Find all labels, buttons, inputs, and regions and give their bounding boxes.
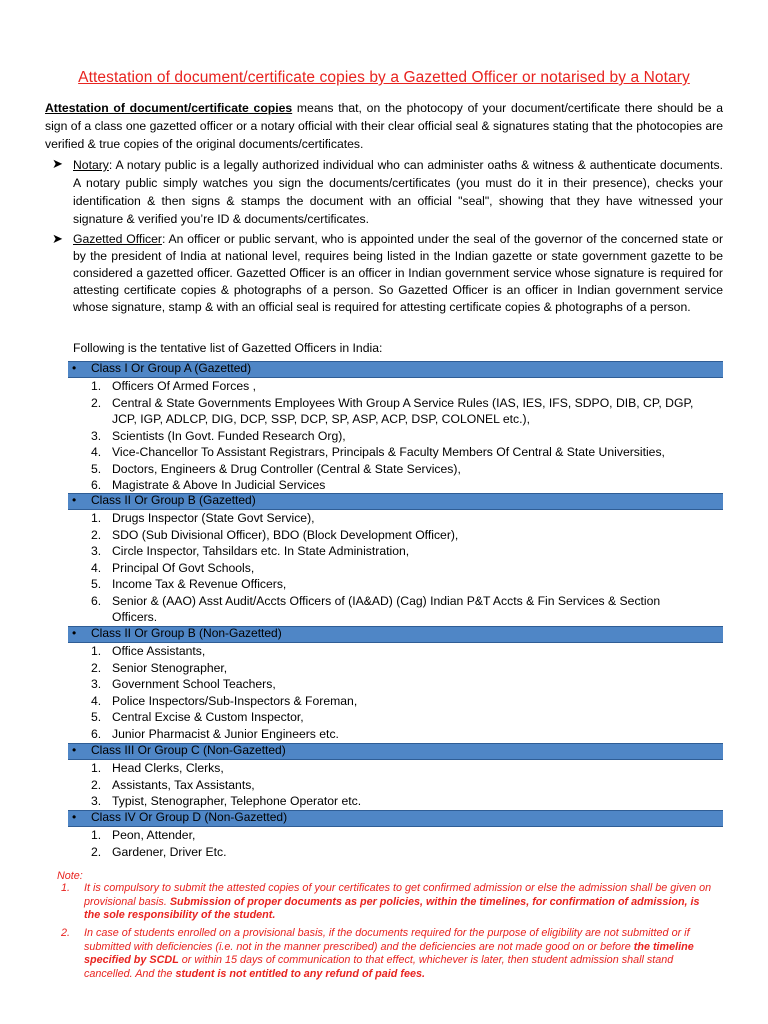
note-item-1	[84, 882, 716, 923]
intro-term: Attestation of document/certificate copies	[45, 101, 293, 115]
list-item-text: Scientists (In Govt. Funded Research Org),	[112, 428, 346, 443]
note-item-2-bold: student is not entitled to any refund of paid fees.	[175, 967, 425, 980]
list-item-text: Magistrate & Above In Judicial Services	[112, 478, 326, 492]
list-item-number: 4.	[91, 445, 102, 459]
notary-paragraph	[73, 156, 723, 228]
document-title: Attestation of document/certificate copies by a Gazetted Officer or notarised by a Notary	[78, 69, 690, 86]
list-item-number: 1.	[91, 761, 102, 775]
list-item-text: Central & State Governments Employees With Group A Service Rules (IAS, IES, IFS, SDPO, DIB, CP, DGP,	[112, 395, 694, 410]
group-header-label: Class II Or Group B (Non-Gazetted)	[91, 626, 282, 640]
list-item-text: Vice-Chancellor To Assistant Registrars, Principals & Faculty Members Of Central & State Universities,	[112, 445, 665, 459]
list-item-text: Senior & (AAO) Asst Audit/Accts Officers of (IA&AD) (Cag) Indian P&T Accts & Fin Services & Section	[112, 593, 661, 608]
list-lead: Following is the tentative list of Gazetted Officers in India:	[73, 341, 383, 355]
note-item-2-text: In case of students enrolled on a provisional basis, if the documents required for the purpose of eligibility are not submitted or if submitted with deficiencies (i.e. not in the manner prescribed) and the deficiencies are not made good on or before	[84, 927, 690, 953]
group-header-bar	[68, 493, 723, 510]
arrow-bullet-icon: ➤	[52, 231, 63, 246]
list-item-number: 2.	[91, 777, 102, 792]
list-item-number: 4.	[91, 560, 102, 575]
intro-text: means that, on the photocopy of your document/certificate there should be a sign of a class one gazetted officer or a notary official with their clear official seal & signatures stating that the photocopies are verified & true copies of the original documents/certificates.	[45, 101, 723, 151]
list-item-number: 1.	[91, 379, 102, 393]
note-item-2-bold: the timeline specified by SCDL	[84, 940, 694, 966]
list-item-text: Police Inspectors/Sub-Inspectors & Foreman,	[112, 693, 358, 708]
group-header-label: Class III Or Group C (Non-Gazetted)	[91, 743, 286, 757]
list-item-number: 1.	[91, 828, 102, 842]
list-item-text: Central Excise & Custom Inspector,	[112, 710, 304, 724]
arrow-bullet-icon: ➤	[52, 156, 63, 171]
note-item-2	[84, 927, 716, 981]
list-item-number: 2.	[91, 395, 102, 410]
list-item-number: 3.	[91, 794, 102, 808]
gazetted-text: : An officer or public servant, who is appointed under the seal of the governor of the concerned state or by the president of India at national level, requires being listed in the Indian gazette or state government gazette to be considered a gazetted officer. Gazetted Officer is an officer in Indian government service whose signature is required for attesting certificate copies & photographs of a person. So Gazetted Officer is an officer in Indian government service whose signature, stamp & with an official seal is required for attesting certificate copies & photographs of a person.	[73, 232, 723, 314]
gazetted-paragraph	[73, 231, 723, 316]
list-item-text: Head Clerks, Clerks,	[112, 761, 224, 775]
list-item-number: 2.	[91, 844, 102, 859]
list-item-text: Principal Of Govt Schools,	[112, 560, 255, 575]
list-item-text: Drugs Inspector (State Govt Service),	[112, 511, 315, 525]
note-number: 1.	[61, 882, 71, 894]
list-item-number: 3.	[91, 544, 102, 558]
list-item-number: 5.	[91, 710, 102, 724]
list-item-text: Office Assistants,	[112, 644, 206, 658]
group-header-label: Class I Or Group A (Gazetted)	[91, 361, 252, 375]
list-item-number: 5.	[91, 577, 102, 591]
list-item-text: Typist, Stenographer, Telephone Operator etc.	[112, 794, 362, 808]
list-item-number: 3.	[91, 677, 102, 691]
list-item-text: Income Tax & Revenue Officers,	[112, 577, 287, 591]
bullet-dot-icon: •	[72, 493, 77, 507]
list-item-number: 2.	[91, 660, 102, 675]
intro-paragraph	[45, 99, 723, 153]
list-item-text: Peon, Attender,	[112, 828, 196, 842]
list-item-number: 3.	[91, 428, 102, 443]
group-header-bar	[68, 626, 723, 643]
list-item-text: Government School Teachers,	[112, 677, 276, 691]
list-item-number: 6.	[91, 726, 102, 741]
bullet-dot-icon: •	[72, 361, 77, 375]
list-item-number: 1.	[91, 644, 102, 658]
group-header-bar	[68, 743, 723, 760]
note-item-1-text: It is compulsory to submit the attested copies of your certificates to get confirmed admission or else the admission shall be given on provisional basis.	[84, 882, 712, 908]
list-item-number: 4.	[91, 693, 102, 708]
list-item-text: SDO (Sub Divisional Officer), BDO (Block Development Officer),	[112, 527, 459, 542]
group-header-bar	[68, 361, 723, 378]
list-item-number: 2.	[91, 527, 102, 542]
list-item-text: Senior Stenographer,	[112, 660, 228, 675]
list-item-number: 6.	[91, 478, 102, 492]
list-item-number: 1.	[91, 511, 102, 525]
gazetted-term: Gazetted Officer	[73, 232, 162, 246]
list-item-text: Junior Pharmacist & Junior Engineers etc.	[112, 726, 339, 741]
bullet-dot-icon: •	[72, 810, 77, 824]
note-item-1-bold: Submission of proper documents as per policies, within the timelines, for confirmation of admission, is the sole responsibility of the student.	[84, 895, 700, 921]
note-number: 2.	[61, 927, 71, 939]
list-item-text: Officers Of Armed Forces ,	[112, 379, 257, 393]
list-item-number: 5.	[91, 461, 102, 476]
list-item-text: JCP, IGP, ADLCP, DIG, DCP, SSP, DCP, SP, ASP, ACP, DSP, COLONEL etc.),	[112, 412, 530, 426]
notary-term: Notary	[73, 158, 109, 172]
bullet-dot-icon: •	[72, 626, 77, 640]
list-item-text: Circle Inspector, Tahsildars etc. In State Administration,	[112, 544, 410, 558]
group-header-label: Class II Or Group B (Gazetted)	[91, 493, 256, 507]
group-header-bar	[68, 810, 723, 827]
notary-text: : A notary public is a legally authorized individual who can administer oaths & witness & authenticate documents. A notary public simply watches you sign the documents/certificates (you must do it in their presence), checks your identification & then signs & stamps the document with an official "seal", showing that they have witnessed your signature & verified you’re ID & documents/certificates.	[73, 158, 723, 226]
list-item-text: Assistants, Tax Assistants,	[112, 777, 255, 792]
note-heading: Note:	[57, 870, 83, 882]
list-item-text: Doctors, Engineers & Drug Controller (Central & State Services),	[112, 461, 461, 476]
note-item-2-text: or within 15 days of communication to that effect, whichever is later, then student admission shall stand cancelled. And the	[84, 954, 674, 980]
list-item-number: 6.	[91, 593, 102, 608]
bullet-dot-icon: •	[72, 743, 77, 757]
group-header-label: Class IV Or Group D (Non-Gazetted)	[91, 810, 288, 824]
list-item-text: Officers.	[112, 610, 158, 624]
list-item-text: Gardener, Driver Etc.	[112, 844, 227, 859]
